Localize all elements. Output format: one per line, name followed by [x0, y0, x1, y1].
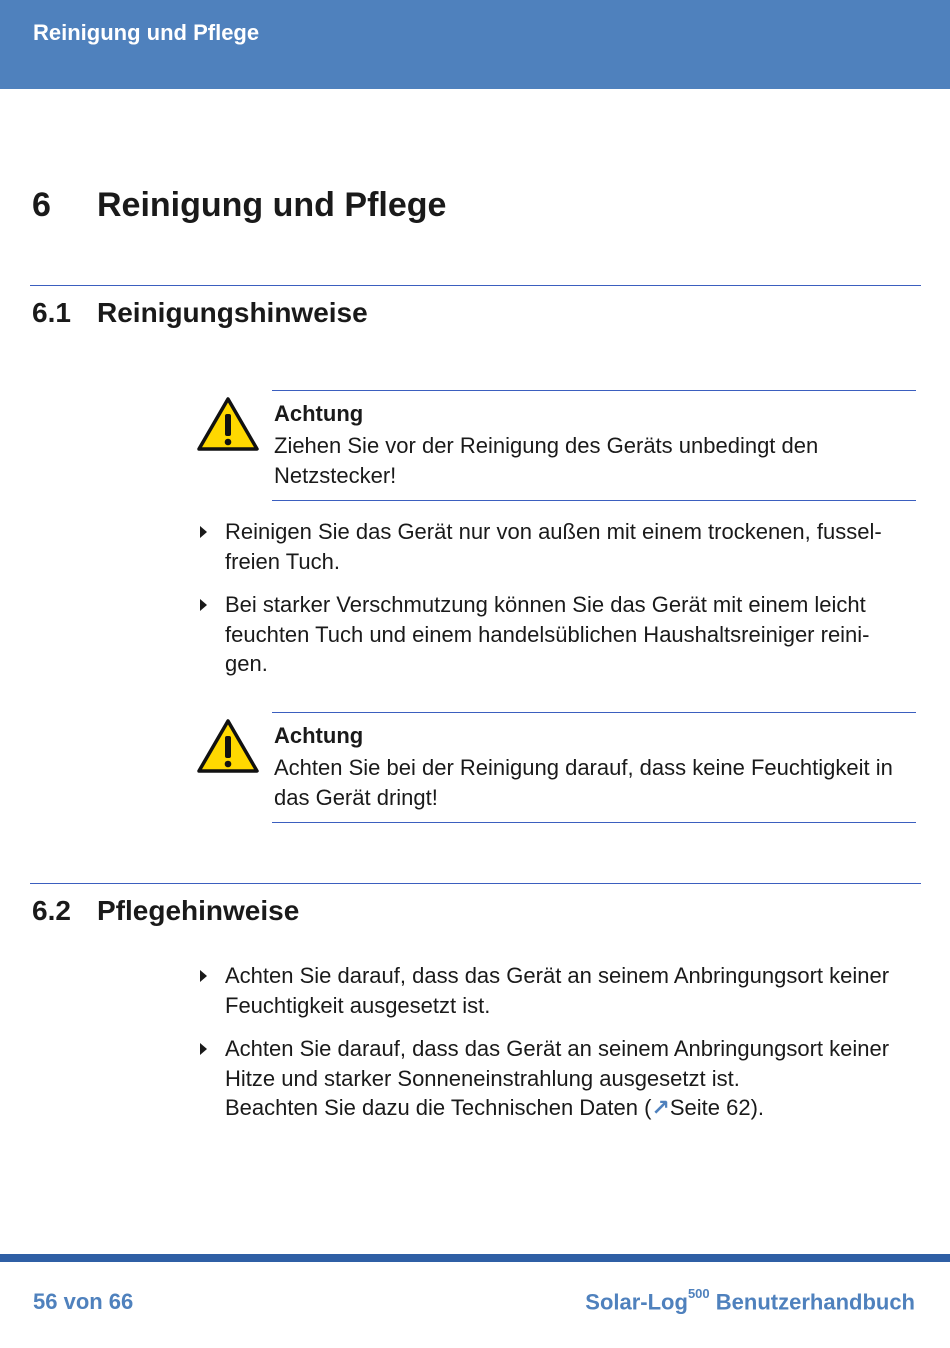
- header-title: Reinigung und Pflege: [33, 20, 260, 45]
- section-divider: [30, 883, 921, 884]
- bullet-arrow-icon: [200, 599, 207, 611]
- warning-title: Achtung: [274, 401, 364, 426]
- list-item: [200, 961, 912, 1020]
- product-name: Solar-Log: [585, 1289, 688, 1315]
- warning-line: Achten Sie bei der Reinigung darauf, dass keine Feuchtigkeit in: [274, 755, 893, 780]
- section-divider: [30, 285, 921, 286]
- document-title: [585, 1286, 915, 1315]
- footer-bar: [0, 1254, 950, 1262]
- list-item-line: freien Tuch.: [225, 548, 340, 574]
- link-arrow-icon: ↗: [651, 1095, 670, 1120]
- chapter-title: Reinigung und Pflege: [97, 186, 447, 224]
- warning-triangle-icon: [196, 718, 260, 774]
- list-item: [200, 517, 912, 576]
- document-type: Benutzerhandbuch: [715, 1289, 915, 1315]
- chapter-number: 6: [32, 186, 51, 224]
- page-number: 56 von 66: [33, 1289, 134, 1314]
- bullet-arrow-icon: [200, 526, 207, 538]
- warning-line: Ziehen Sie vor der Reinigung des Geräts unbedingt den: [274, 433, 819, 458]
- list-item-line: Hitze und starker Sonneneinstrahlung ausgesetzt ist.: [225, 1065, 740, 1091]
- cross-reference: [225, 1093, 912, 1123]
- reference-prefix: Beachten Sie dazu die Technischen Daten (: [225, 1095, 652, 1120]
- warning-triangle-icon: [196, 396, 260, 452]
- section-heading-pflegehinweise: [32, 895, 299, 927]
- warning-content: [272, 390, 916, 501]
- reference-suffix: ).: [750, 1095, 765, 1120]
- warning-text: [274, 431, 916, 490]
- list-item-line: Reinigen Sie das Gerät nur von außen mit einem trockenen, fussel-: [225, 519, 882, 544]
- warning-title: Achtung: [274, 723, 364, 748]
- warning-line: Netzstecker!: [274, 462, 397, 488]
- list-item-line: feuchten Tuch und einem handelsüblichen Haushaltsreiniger reini-: [225, 621, 870, 647]
- list-item: [200, 590, 912, 679]
- warning-content: [272, 712, 916, 823]
- list-item-line: Achten Sie darauf, dass das Gerät an seinem Anbringungsort keiner: [225, 1036, 890, 1061]
- list-item: [200, 1034, 912, 1123]
- section-number: 6.1: [32, 297, 71, 328]
- section-title: Pflegehinweise: [97, 895, 300, 926]
- list-item-line: Bei starker Verschmutzung können Sie das Gerät mit einem leicht: [225, 592, 866, 617]
- list-item-line: gen.: [225, 651, 268, 676]
- list-item-line: Achten Sie darauf, dass das Gerät an seinem Anbringungsort keiner: [225, 963, 890, 988]
- warning-line: das Gerät dringt!: [274, 784, 438, 810]
- page-reference-link[interactable]: Seite 62: [669, 1095, 751, 1120]
- chapter-heading: [32, 186, 446, 225]
- bullet-arrow-icon: [200, 970, 207, 982]
- list-item-line: Feuchtigkeit ausgesetzt ist.: [225, 992, 491, 1018]
- section-heading-reinigungshinweise: [32, 297, 368, 329]
- section-title: Reinigungshinweise: [97, 297, 368, 328]
- section-number: 6.2: [32, 895, 71, 926]
- product-model: 500: [687, 1286, 710, 1301]
- header-band: [0, 0, 950, 89]
- bullet-arrow-icon: [200, 1043, 207, 1055]
- warning-text: [274, 753, 916, 812]
